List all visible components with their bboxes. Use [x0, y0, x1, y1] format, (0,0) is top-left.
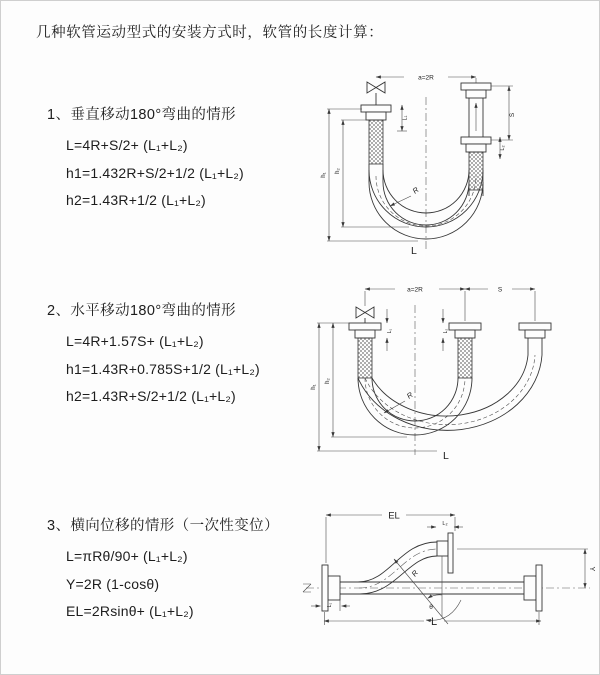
hose-u-curves [358, 355, 542, 435]
dim-height1 [311, 323, 437, 451]
section-1 [47, 103, 312, 215]
dim-label-angle: θ [429, 604, 433, 611]
hose-braid [469, 152, 483, 190]
dim-label-radius: R [409, 568, 421, 579]
dim-end2 [500, 137, 506, 159]
hose-braid [358, 338, 372, 378]
dim-end1 [387, 309, 393, 351]
moving-end-pipe-start [449, 323, 481, 378]
dim-label-span: a=2R [418, 74, 434, 82]
formula-line: h2=1.43R+1/2 (L₁+L₂) [66, 192, 206, 208]
formula-line: L=4R+S/2+ (L₁+L₂) [66, 137, 188, 153]
dim-label-span: a=2R [407, 286, 423, 294]
dim-label-height2: h₂ [335, 168, 341, 174]
dim-label-offset: Y [588, 566, 595, 572]
right-flange [524, 565, 542, 611]
vertical-travel-hose-diagram [314, 69, 594, 259]
formula-line: h2=1.43R+S/2+1/2 (L₁+L₂) [66, 388, 236, 404]
moving-end-pipe [461, 83, 491, 196]
upper-flange [437, 533, 453, 573]
flange [366, 112, 386, 120]
dim-label-radius: R [410, 185, 421, 196]
formula-line: h1=1.432R+S/2+1/2 (L₁+L₂) [66, 164, 244, 181]
formula-line: L=4R+1.57S+ (L₁+L₂) [66, 333, 204, 349]
section-1-heading: 1、垂直移动180°弯曲的情形 [47, 107, 237, 123]
dim-label-extended-length: EL [388, 510, 400, 522]
flange [519, 323, 551, 330]
horizontal-travel-hose-diagram [307, 281, 597, 463]
dim-label-travel: S [497, 286, 503, 294]
hose-braid [458, 338, 472, 378]
hose-displaced-position [358, 542, 437, 594]
valve-icon [367, 82, 376, 93]
dim-extended-length [326, 511, 455, 564]
moving-end-pipe-displaced [519, 323, 551, 355]
valve-icon [376, 82, 385, 93]
dim-label-end1: L₁ [402, 115, 409, 121]
flange [461, 137, 491, 144]
lateral-displacement-hose-diagram [298, 503, 600, 635]
dim-label-length: L [443, 450, 449, 462]
dim-label-length: L [411, 245, 417, 257]
flange [466, 90, 486, 98]
dim-label-end2: L₂ [443, 328, 449, 334]
dim-label-end2: L₂ [442, 521, 448, 527]
dim-length [324, 612, 541, 628]
hose-braid [369, 120, 383, 164]
dim-travel [491, 86, 516, 140]
flange [355, 330, 375, 338]
dim-span [365, 287, 465, 294]
section-2 [47, 299, 312, 411]
dim-span [376, 75, 476, 84]
page-title: 几种软管运动型式的安装方式时，软管的长度计算： [36, 25, 384, 41]
flange [461, 83, 491, 90]
flange [525, 330, 545, 338]
formula-line: L=πRθ/90+ (L₁+L₂) [66, 548, 188, 564]
fixed-end-pipe [361, 82, 391, 182]
section-2-heading: 2、水平移动180°弯曲的情形 [47, 303, 237, 319]
dim-travel [365, 287, 535, 322]
hose-straight-position [340, 582, 524, 594]
dim-label-height2: h₂ [325, 378, 331, 384]
radius-callout [390, 185, 421, 206]
flange [349, 323, 381, 330]
flange [361, 105, 391, 112]
flange [466, 144, 486, 152]
dim-label-end1: L₁ [327, 602, 333, 608]
formula-line: Y=2R (1-cosθ) [66, 575, 160, 592]
dim-label-length: L [430, 616, 438, 628]
dim-end2 [427, 521, 463, 527]
section-3 [47, 514, 312, 626]
dim-end1 [397, 105, 409, 131]
dim-label-end1: L₁ [387, 328, 393, 334]
fixed-end-pipe [349, 323, 381, 378]
valve-icon [356, 307, 374, 323]
formula-line: h1=1.43R+0.785S+1/2 (L₁+L₂) [66, 360, 260, 377]
section-3-heading: 3、横向位移的情形（一次性变位） [47, 518, 279, 534]
flange [449, 323, 481, 330]
dim-end2 [443, 309, 449, 351]
formula-line: EL=2Rsinθ+ (L₁+L₂) [66, 603, 194, 619]
dim-label-travel: S [509, 112, 516, 118]
dim-end1 [311, 600, 350, 611]
dim-label-height1: h₁ [311, 384, 317, 390]
dim-label-radius: R [404, 390, 415, 401]
flange [455, 330, 475, 338]
dim-label-end2: L₂ [500, 145, 506, 151]
dim-label-height1: h₁ [321, 172, 327, 178]
